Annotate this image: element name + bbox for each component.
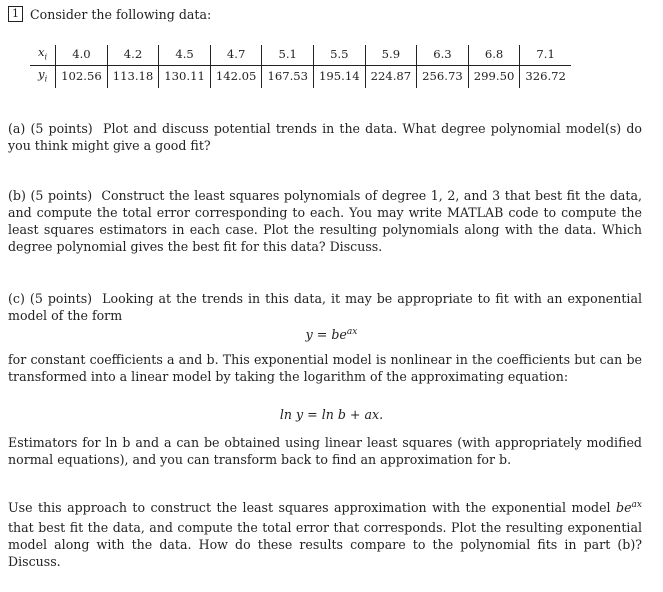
table-row-x <box>30 45 571 66</box>
part-c-label: (c) (5 points) <box>8 291 93 306</box>
x-value-cell: 4.5 <box>159 45 211 66</box>
part-c-text4: Use this approach to construct the least squares approximation with the exponential model $be^{ax}$ that best fit the data, and compute the total error that corresponds. Plot the resulting exponential model along with the data. How do these results compare to the polynomial fits in part (b)? Discuss. <box>8 500 642 569</box>
x-value-cell: 4.0 <box>56 45 108 66</box>
y-value-cell: 167.53 <box>262 66 314 88</box>
y-value-cell: 142.05 <box>210 66 262 88</box>
x-value-cell: 5.5 <box>314 45 366 66</box>
part-a-text: Plot and discuss potential trends in the data. What degree polynomial model(s) do you think might give a good fit? <box>8 121 642 153</box>
y-label-cell: $y_i$ <box>38 67 48 84</box>
y-value-cell: 102.56 <box>56 66 108 88</box>
x-value-cell: 5.1 <box>262 45 314 66</box>
part-c-intro <box>8 290 642 324</box>
x-value-cell: 4.7 <box>210 45 262 66</box>
equation-exponential: $y = be^{ax}$ <box>305 327 358 342</box>
part-a-label: (a) (5 points) <box>8 121 93 136</box>
x-value-cell: 4.2 <box>107 45 159 66</box>
part-a <box>8 120 642 154</box>
x-value-cell: 5.9 <box>365 45 417 66</box>
x-label-cell: $x_i$ <box>30 45 56 66</box>
y-value-cell: 195.14 <box>314 66 366 88</box>
part-b-label: (b) (5 points) <box>8 188 93 203</box>
equation-log: ln y = ln b + ax. <box>279 407 384 422</box>
y-value-cell: 224.87 <box>365 66 417 88</box>
part-c-text2: for constant coefficients a and b. This exponential model is nonlinear in the coefficients but can be transformed into a linear model by taking the logarithm of the approximating equation: <box>8 352 642 384</box>
part-b-text: Construct the least squares polynomials of degree 1, 2, and 3 that best fit the data, and compute the total error corresponding to each. You may write MATLAB code to compute the least squares estimators in each case. Plot the resulting polynomials along with the data. Which degree polynomial gives the best fit for this data? Discuss. <box>8 188 643 254</box>
data-table <box>30 45 571 88</box>
problem-intro: Consider the following data: <box>30 6 212 22</box>
y-value-cell: 299.50 <box>468 66 520 88</box>
part-b <box>8 187 642 255</box>
x-value-cell: 6.3 <box>417 45 469 66</box>
problem-number-box: 1 <box>8 6 23 22</box>
y-value-cell: 130.11 <box>159 66 211 88</box>
table-row-y <box>30 66 571 88</box>
part-c-text3: Estimators for ln b and a can be obtained using linear least squares (with appropriately modified normal equations), and you can transform back to find an approximation for b. <box>8 435 642 467</box>
x-value-cell: 6.8 <box>468 45 520 66</box>
part-c-text1: Looking at the trends in this data, it may be appropriate to fit with an exponential model of the form <box>8 291 642 323</box>
y-value-cell: 113.18 <box>107 66 159 88</box>
y-value-cell: 326.72 <box>520 66 571 88</box>
problem-header <box>8 6 211 22</box>
x-value-cell: 7.1 <box>520 45 571 66</box>
y-value-cell: 256.73 <box>417 66 469 88</box>
